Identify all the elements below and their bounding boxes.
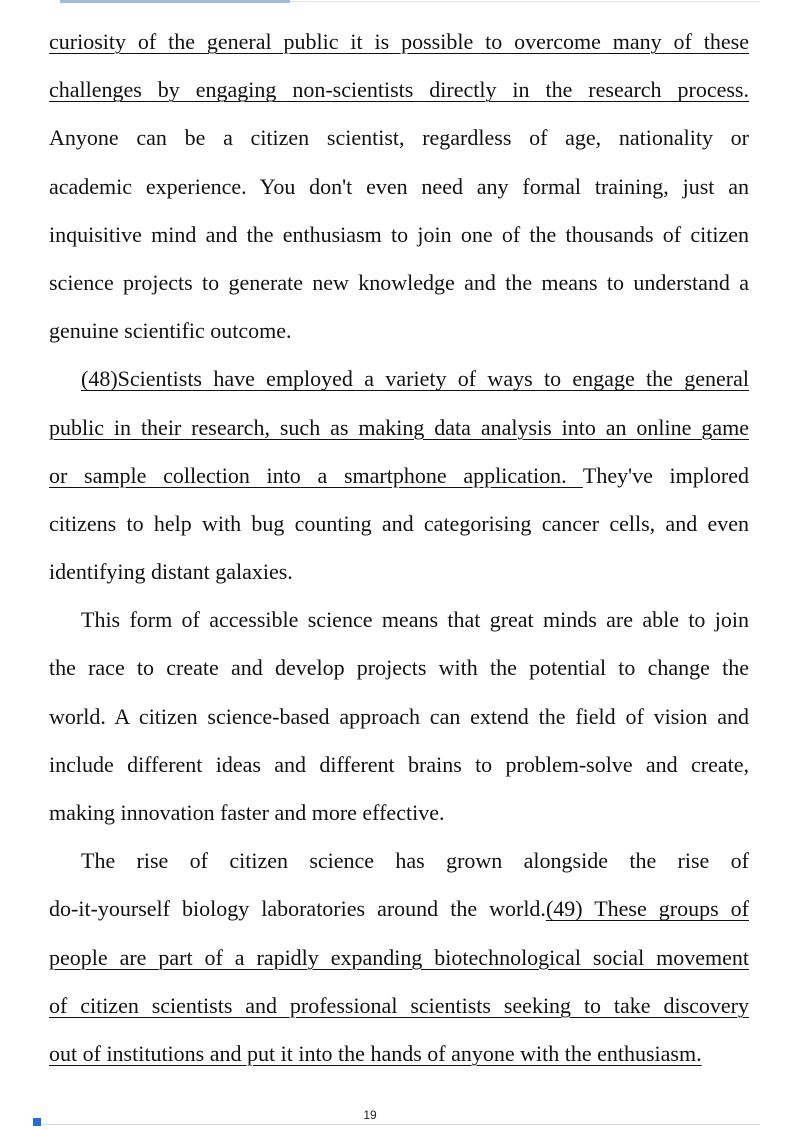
text-segment: science projects to generate new knowledge and the means to understand a [49, 269, 749, 295]
text-line [49, 693, 749, 741]
top-rule [290, 1, 760, 2]
text-segment: world. A citizen science-based approach can extend the field of vision and [49, 703, 749, 729]
text-line [49, 307, 749, 355]
text-segment: making innovation faster and more effective. [49, 800, 445, 825]
text-line [49, 259, 749, 307]
text-segment: genuine scientific outcome. [49, 318, 292, 344]
text-segment: Anyone can be a citizen scientist, regardless of age, nationality or [49, 125, 749, 151]
text-line [49, 596, 749, 644]
top-highlight-strip [60, 0, 290, 3]
text-line [49, 1030, 749, 1078]
text-line [49, 789, 749, 837]
underlined-text: (49) These groups of [545, 896, 749, 922]
text-line [49, 548, 749, 596]
underlined-text: public in their research, such as making data analysis into an online game [49, 414, 749, 440]
text-line [49, 66, 749, 114]
footer-rule [40, 1124, 760, 1125]
text-line [49, 211, 749, 259]
underlined-text: of citizen scientists and professional scientists seeking to take discovery [49, 992, 749, 1018]
text-segment: inquisitive mind and the enthusiasm to join one of the thousands of citizen [49, 221, 749, 247]
text-segment: academic experience. You don't even need any formal training, just an [49, 173, 749, 199]
blue-square-icon [33, 1118, 41, 1126]
text-segment: identifying distant galaxies. [49, 559, 293, 585]
text-line [49, 163, 749, 211]
underlined-text: out of institutions and put it into the hands of anyone with the enthusiasm. [49, 1040, 702, 1066]
text-line [49, 452, 749, 500]
underlined-text: people are part of a rapidly expanding biotechnological social movement [49, 944, 749, 970]
text-line [49, 741, 749, 789]
text-segment: The rise of citizen science has grown alongside the rise of [81, 848, 749, 874]
document-body [49, 18, 749, 1078]
text-segment: They've implored [582, 462, 749, 488]
text-line [49, 404, 749, 452]
page-number: 19 [363, 1108, 377, 1122]
underlined-text: (48)Scientists have employed a variety of ways to engage the general [81, 366, 749, 392]
text-segment: do-it-yourself biology laboratories around the world. [49, 896, 546, 922]
text-line [49, 114, 749, 162]
text-line [49, 644, 749, 692]
text-line [49, 982, 749, 1030]
underlined-text: curiosity of the general public it is possible to overcome many of these [49, 29, 749, 54]
text-line [49, 18, 749, 66]
underlined-text: or sample collection into a smartphone application. [49, 462, 583, 488]
text-segment: citizens to help with bug counting and categorising cancer cells, and even [49, 510, 749, 536]
text-line [49, 500, 749, 548]
text-line [49, 837, 749, 885]
text-segment: include different ideas and different brains to problem-solve and create, [49, 751, 749, 777]
underlined-text: challenges by engaging non-scientists directly in the research process. [49, 77, 749, 103]
text-segment: the race to create and develop projects with the potential to change the [49, 655, 749, 681]
text-line [49, 355, 749, 403]
text-line [49, 885, 749, 933]
text-line [49, 934, 749, 982]
text-segment: This form of accessible science means that great minds are able to join [81, 607, 749, 633]
